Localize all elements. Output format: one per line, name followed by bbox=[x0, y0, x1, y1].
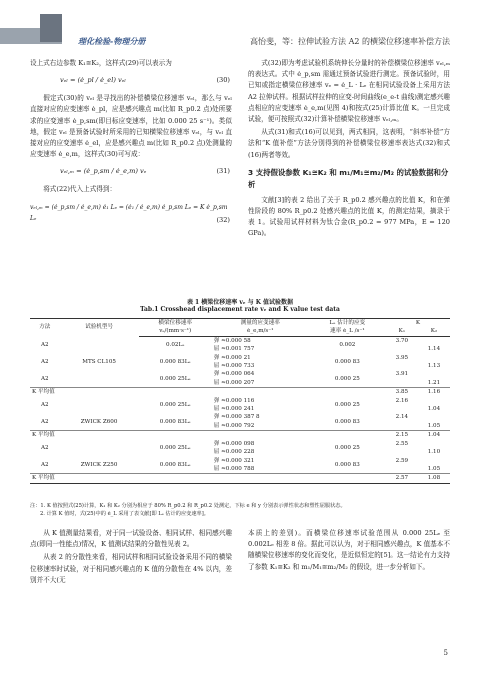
paragraph: 文献[3]的表 2 给出了关于 R_p0.2 感兴趣点的比值 K，和在弹性阶段的 80% R_p0.2 处感兴趣点的比值 K，的测定结果，摘录于表 1。试验用试样材料为钛合金(R_p0.2 = 977 MPa，E = 120 GPa)。 bbox=[248, 195, 450, 238]
equation-body: vₑₗ = (ė_pl / ė_el) vₑₗ bbox=[60, 76, 126, 85]
strain-yield-cell: 屈 ≈0.001 757 bbox=[213, 346, 255, 353]
method-cell: K 平均值 bbox=[30, 474, 386, 483]
table-notes bbox=[30, 502, 450, 518]
method-cell: A2 bbox=[40, 461, 49, 468]
rate-cell: 0.000 25Lₑ bbox=[159, 375, 191, 382]
col-header-k2: K₂ bbox=[418, 327, 450, 336]
k-yield-cell: 1.05 bbox=[427, 465, 441, 472]
table-row-average bbox=[30, 474, 450, 483]
note: 注：1. K 值按照式(25)计算，K₁ 和 K₂ 分别为相应于 80% R_p0.2 和 R_p0.2 处测定，下标 e 和 y 分别表示弹性状态和塑性屈服状态。 bbox=[30, 503, 346, 509]
col-header-est-unit: 速率 ė_L /s⁻¹ bbox=[309, 327, 386, 336]
method-cell: A2 bbox=[40, 341, 49, 348]
paragraph: 从 K 值测量结果看，对于同一试验设备、相同试样、相同感兴趣点(即同一性能点)情况，K 值测试结果的分散性见表 2。 bbox=[30, 529, 232, 549]
strain-elastic-cell: 弹 ≈0.000 098 bbox=[213, 440, 255, 447]
table-row bbox=[30, 397, 450, 405]
left-column-top bbox=[30, 58, 232, 230]
paragraph: 本质上的差别)。而横梁位移速率试验范围从 0.000 25Lₑ 至 0.002Lₑ 相差 8 倍。据此可以认为，对于相同感兴趣点，K 值基本不随横梁位移速率的变化而变化，是近似恒定的[5]。这一结论有力支持了参数 K₁≅K₂ 和 m₁/M₁≅m₂/M₂ 的假设，进一步分析如下。 bbox=[248, 529, 450, 571]
caption-text: Tab.1 Crosshead displacement rate vₑ and K value test data bbox=[140, 306, 340, 313]
left-column-bottom bbox=[30, 528, 232, 588]
model-cell bbox=[60, 370, 139, 387]
table-caption-zh bbox=[30, 297, 450, 306]
k-yield-cell: 1.04 bbox=[418, 431, 450, 440]
k-elastic-cell: 3.85 bbox=[386, 388, 418, 397]
est-rate-cell: 0.000 25 bbox=[334, 375, 360, 382]
method-cell: K 平均值 bbox=[30, 388, 386, 397]
section-heading: 3 支持假设参数 K₁≅K₂ 和 m₁/M₁≅m₂/M₂ 的试验数据和分析 bbox=[248, 167, 449, 189]
equation-number: (30) bbox=[216, 76, 230, 85]
col-header-strain: 测量的应变速率 bbox=[212, 319, 309, 328]
est-rate-cell: 0.000 83 bbox=[334, 461, 360, 468]
table-row bbox=[30, 457, 450, 465]
method-cell: A2 bbox=[40, 444, 49, 451]
k-elastic-cell: 2.55 bbox=[395, 440, 409, 447]
rate-cell: 0.02Lₑ bbox=[166, 342, 185, 349]
est-rate-cell: 0.000 83 bbox=[334, 358, 360, 365]
equation-number: (31) bbox=[216, 167, 230, 176]
model-cell bbox=[60, 336, 139, 353]
table-row-average bbox=[30, 388, 450, 397]
data-table bbox=[30, 318, 450, 484]
strain-elastic-cell: 弹 ≈0.000 116 bbox=[213, 397, 255, 404]
k-elastic-cell: 3.70 bbox=[395, 337, 409, 344]
k-elastic-cell: 2.14 bbox=[395, 414, 409, 421]
model-cell: ZWICK Z600 bbox=[80, 418, 118, 425]
k-elastic-cell: 2.16 bbox=[395, 397, 409, 404]
k-elastic-cell: 3.91 bbox=[395, 371, 409, 378]
table-body bbox=[30, 336, 450, 483]
paragraph: 假定式(30)的 vₑₗ 是寻找出的补偿横梁位移速率 vₑₗ，那么与 vₑₗ 直接对应的应变速率 ė_pl，应是感兴趣点 m(比如 R_p0.2 点)处所要求的应变速率 ė_p,sm(即目标应变速率，比如 0.000 25 s⁻¹)。类似地，假定 vₑₗ 是预备试验时所采用的已知横梁位移速率 vₑₗ，与 vₑₗ 直接对应的应变速率 ė_el，应是感兴趣点 m(比如 R_p0.2 点)处测量的应变速率 ė_e,m，这样式(30)可写成： bbox=[30, 94, 232, 159]
method-cell: A2 bbox=[40, 375, 49, 382]
journal-logo-mark bbox=[40, 14, 62, 42]
est-rate-cell: 0.000 25 bbox=[334, 401, 360, 408]
col-header-rate: 横梁位移速率 bbox=[139, 319, 212, 328]
equation-body: vₑₗ,ₘ = (ė_p,sm / ė_e,m) vₑ bbox=[60, 167, 147, 176]
rate-cell: 0.000 25Lₑ bbox=[159, 401, 191, 408]
col-header-method: 方法 bbox=[30, 319, 60, 337]
model-cell: ZWICK Z250 bbox=[80, 461, 118, 468]
strain-elastic-cell: 弹 ≈0.000 21 bbox=[213, 354, 251, 361]
model-cell bbox=[60, 397, 139, 414]
paragraph: 从表 2 的分散性来看，相同试样和相同试验设备采用不同的横梁位移速率时试验，对于相同感兴趣点的 K 值的分散性在 4% 以内，差别并不大(无 bbox=[30, 553, 232, 584]
page-number: 5 bbox=[443, 649, 448, 657]
table-row bbox=[30, 413, 450, 421]
method-cell: K 平均值 bbox=[30, 431, 386, 440]
paragraph: 式(32)即为考虑试验机系统伸长分量时的补偿横梁位移速率 vₑₗ,ₘ 的表达式。式中 ė_p,sm 需通过预备试验进行测定。预备试验时，用已知或指定横梁位移速率 vₑ = ė_L · Lₑ 在相同试验设备上采用方法 A2 拉伸试样。根据试样拉伸的应变-时间曲线(e_e-t 曲线)测定感兴趣点相应的应变速率 ė_e,m(见图 4)和按式(25)计算比值 K。一旦完成试验，便可按照式(32)计算补偿横梁位移速率 vₑₗ,ₘ。 bbox=[248, 59, 450, 124]
col-header-rate-unit: vₑ/(mm·s⁻¹) bbox=[139, 327, 212, 336]
paragraph: 从式(31)和式(16)可以见到，两式相同，这表明，“斜率补偿”方法和“K 值补偿”方法分别得到的补偿横梁位移速率表达式(32)和式(16)两者等效。 bbox=[248, 128, 450, 159]
k-yield-cell: 1.05 bbox=[427, 422, 441, 429]
table-row bbox=[30, 370, 450, 378]
col-header-model: 试验机型号 bbox=[60, 319, 139, 337]
strain-yield-cell: 屈 ≈0.000 207 bbox=[213, 379, 255, 386]
table-caption-en bbox=[30, 306, 450, 313]
k-yield-cell: 1.04 bbox=[427, 406, 441, 413]
strain-elastic-cell: 弹 ≈0.000 58 bbox=[213, 337, 251, 344]
model-cell bbox=[60, 440, 139, 457]
est-rate-cell: 0.000 25 bbox=[334, 444, 360, 451]
col-header-strain-unit: ė_e,m/s⁻¹ bbox=[212, 327, 309, 336]
k-yield-cell: 1.10 bbox=[427, 449, 441, 456]
k-yield-cell: 1.08 bbox=[418, 474, 450, 483]
k-elastic-cell: 2.57 bbox=[386, 474, 418, 483]
table-row bbox=[30, 354, 450, 362]
strain-elastic-cell: 弹 ≈0.000 321 bbox=[213, 457, 255, 464]
method-cell: A2 bbox=[40, 418, 49, 425]
method-cell: A2 bbox=[40, 401, 49, 408]
strain-yield-cell: 屈 ≈0.000 788 bbox=[213, 465, 255, 472]
paragraph: 将式(22)代入上式得到： bbox=[43, 185, 117, 194]
col-header-est: Lₑ 估计的应变 bbox=[309, 319, 386, 328]
col-header-k: K bbox=[386, 319, 450, 328]
paragraph: 设上式右边参数 K₁≅K₂，这样式(29)可以表示为 bbox=[30, 59, 172, 67]
table-row bbox=[30, 336, 450, 345]
strain-yield-cell: 屈 ≈0.000 228 bbox=[213, 449, 255, 456]
right-column-bottom bbox=[248, 528, 450, 575]
k-yield-cell: 1.16 bbox=[418, 388, 450, 397]
k-yield-cell: 1.13 bbox=[427, 363, 441, 370]
model-cell: MTS CL105 bbox=[82, 358, 116, 365]
table-row-average bbox=[30, 431, 450, 440]
equation-32 bbox=[30, 199, 232, 227]
strain-yield-cell: 屈 ≈0.000 733 bbox=[213, 363, 255, 370]
strain-elastic-cell: 弹 ≈0.000 064 bbox=[213, 371, 255, 378]
k-elastic-cell: 2.59 bbox=[395, 457, 409, 464]
k-elastic-cell: 2.15 bbox=[386, 431, 418, 440]
note: 2. 计算 K 值时，式(25)中的 ė_L 采用了表文献[即 Lₑ 估计的应变速率]。 bbox=[40, 511, 209, 517]
est-rate-cell: 0.000 83 bbox=[334, 418, 360, 425]
equation-body: vₑₗ,ₘ = (ė_p,sm / ė_e,m) ė₁ Lₑ = (ė₁ / ė_e,m) ė_p,sm Lₑ = K ė_p,sm Lₑ bbox=[30, 203, 228, 222]
k-elastic-cell: 3.95 bbox=[395, 354, 409, 361]
k-yield-cell: 1.14 bbox=[427, 346, 441, 353]
journal-logo-text: 理化检验-物理分册 bbox=[78, 37, 146, 46]
method-cell: A2 bbox=[40, 358, 49, 365]
equation-31 bbox=[30, 163, 232, 181]
equation-number: (32) bbox=[216, 215, 230, 224]
caption-text: 表 1 横梁位移速率 vₑ 与 K 值试验数据 bbox=[186, 299, 294, 306]
right-column-top bbox=[248, 58, 450, 242]
strain-yield-cell: 屈 ≈0.000 241 bbox=[213, 406, 255, 413]
strain-elastic-cell: 弹 ≈0.000 387 8 bbox=[213, 414, 260, 421]
rate-cell: 0.000 83Lₑ bbox=[159, 418, 191, 425]
est-rate-cell: 0.002 bbox=[339, 342, 356, 349]
rate-cell: 0.000 83Lₑ bbox=[159, 461, 191, 468]
running-header: 高怡斐，等：拉伸试验方法 A2 的横梁位移速率补偿方法 bbox=[250, 37, 450, 46]
k-yield-cell: 1.21 bbox=[427, 379, 441, 386]
strain-yield-cell: 屈 ≈0.000 792 bbox=[213, 422, 255, 429]
table-row bbox=[30, 440, 450, 448]
page-header bbox=[0, 0, 480, 52]
equation-30 bbox=[30, 72, 232, 90]
rate-cell: 0.000 83Lₑ bbox=[159, 358, 191, 365]
rate-cell: 0.000 25Lₑ bbox=[159, 444, 191, 451]
col-header-k1: K₁ bbox=[386, 327, 418, 336]
